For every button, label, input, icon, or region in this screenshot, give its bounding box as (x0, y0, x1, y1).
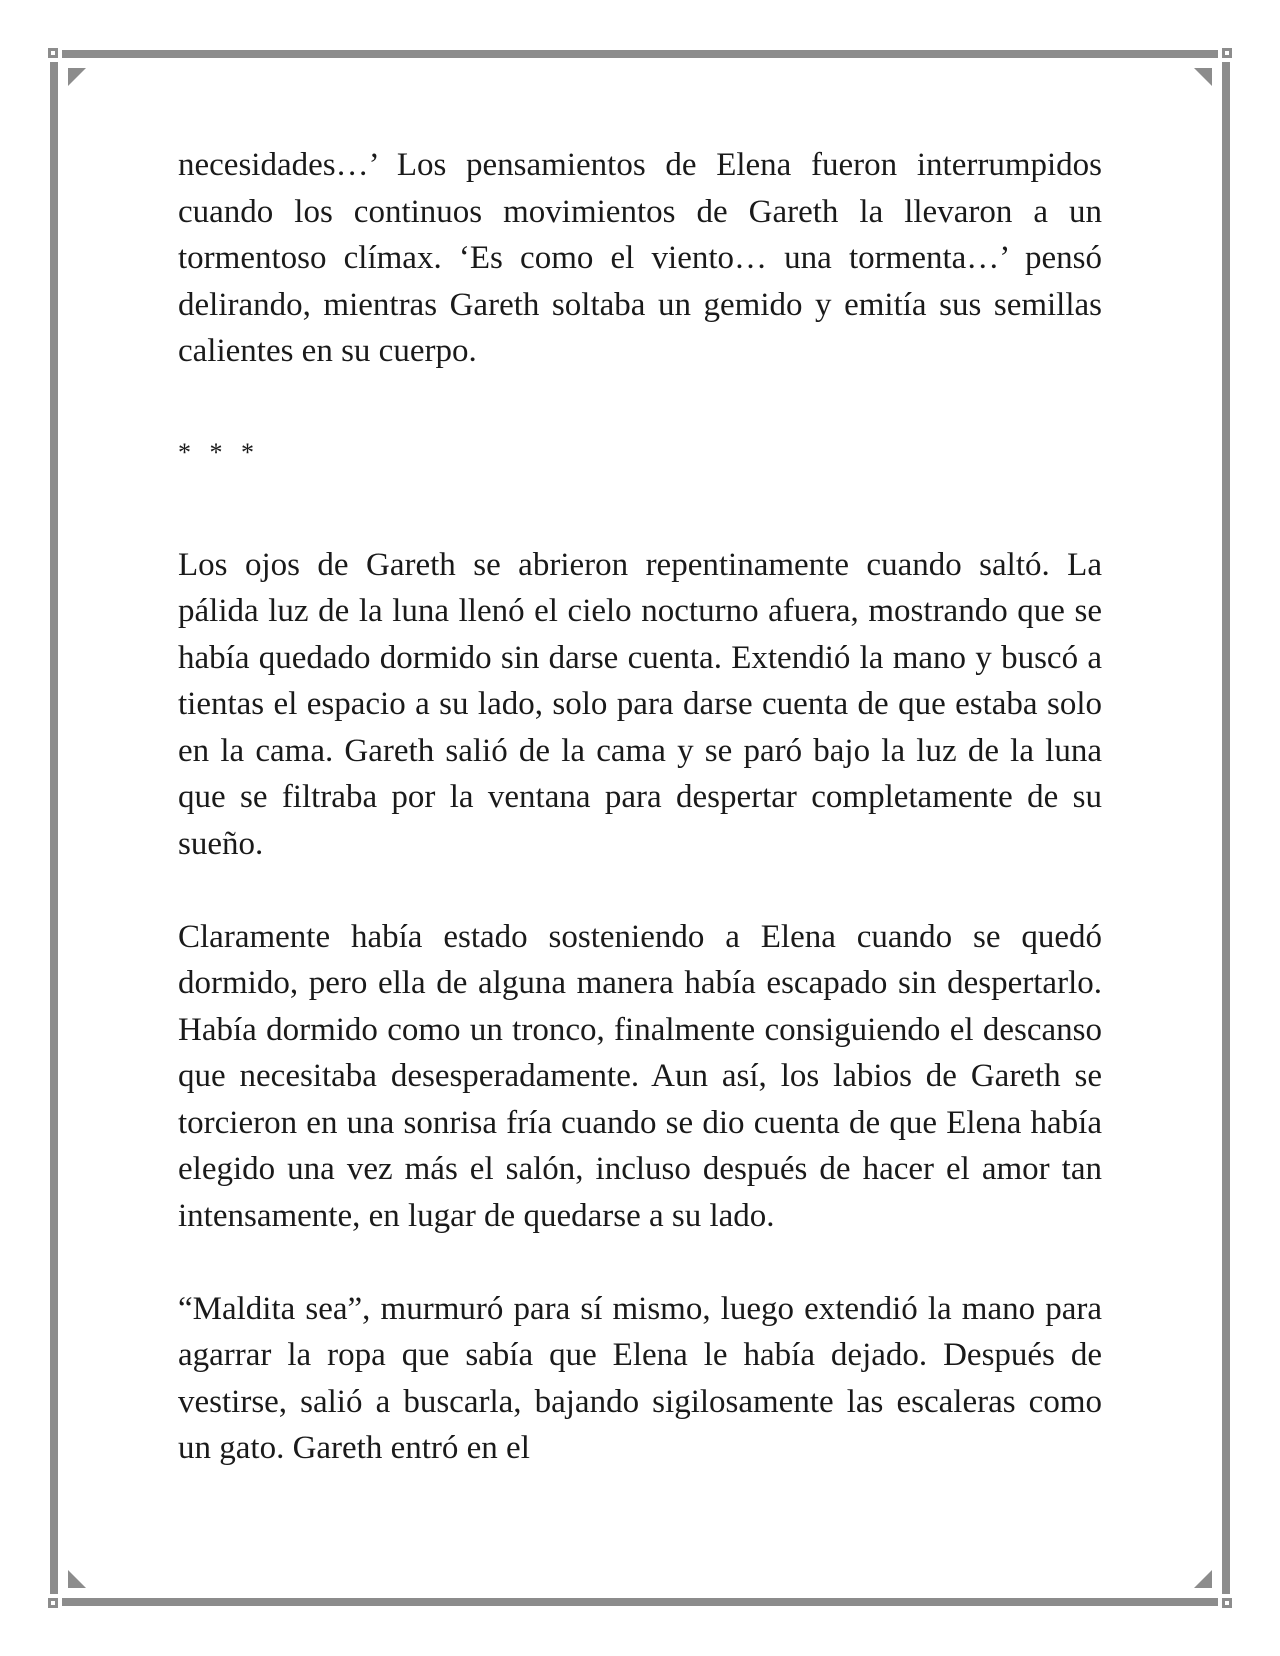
frame-corner-ornament-bottom-left (48, 1598, 58, 1608)
frame-top-border (62, 50, 1218, 58)
frame-corner-ornament-top-left (48, 48, 58, 58)
frame-corner-triangle-bottom-right (1194, 1570, 1212, 1588)
frame-right-border (1222, 62, 1230, 1594)
paragraph-3: Claramente había estado sosteniendo a Elena cuando se quedó dormido, pero ella de alguna manera había escapado sin despertarlo. Había dormido como un tronco, finalmente consiguiendo el descanso que necesitaba desesperadamente. Aun así, los labios de Gareth se torcieron en una sonrisa fría cuando se dio cuenta de que Elena había elegido una vez más el salón, incluso después de hacer el amor tan intensamente, en lugar de quedarse a su lado. (178, 918, 1102, 1234)
frame-corner-triangle-bottom-left (68, 1570, 86, 1588)
paragraph-1: necesidades…’ Los pensamientos de Elena fueron interrumpidos cuando los continuos movimientos de Gareth la llevaron a un tormentoso clímax. ‘Es como el viento… una tormenta…’ pensó delirando, mientras Gareth soltaba un gemido y emitía sus semillas calientes en su cuerpo. (178, 147, 1102, 369)
frame-bottom-border (62, 1598, 1218, 1606)
frame-corner-ornament-bottom-right (1222, 1598, 1232, 1608)
scene-break: * * * (178, 438, 260, 467)
paragraph-2: Los ojos de Gareth se abrieron repentinamente cuando saltó. La pálida luz de la luna llenó el cielo nocturno afuera, mostrando que se había quedado dormido sin darse cuenta. Extendió la mano y buscó a tientas el espacio a su lado, solo para darse cuenta de que estaba solo en la cama. Gareth salió de la cama y se paró bajo la luz de la luna que se filtraba por la ventana para despertar completamente de su sueño. (178, 546, 1102, 862)
paragraph-4: “Maldita sea”, murmuró para sí mismo, luego extendió la mano para agarrar la ropa que sabía que Elena le había dejado. Después de vestirse, salió a buscarla, bajando sigilosamente las escaleras como un gato. Gareth entró en el (178, 1290, 1102, 1466)
page-body-text (178, 142, 1102, 1472)
frame-corner-ornament-top-right (1222, 48, 1232, 58)
frame-corner-triangle-top-right (1194, 68, 1212, 86)
frame-left-border (50, 62, 58, 1594)
frame-corner-triangle-top-left (68, 68, 86, 86)
